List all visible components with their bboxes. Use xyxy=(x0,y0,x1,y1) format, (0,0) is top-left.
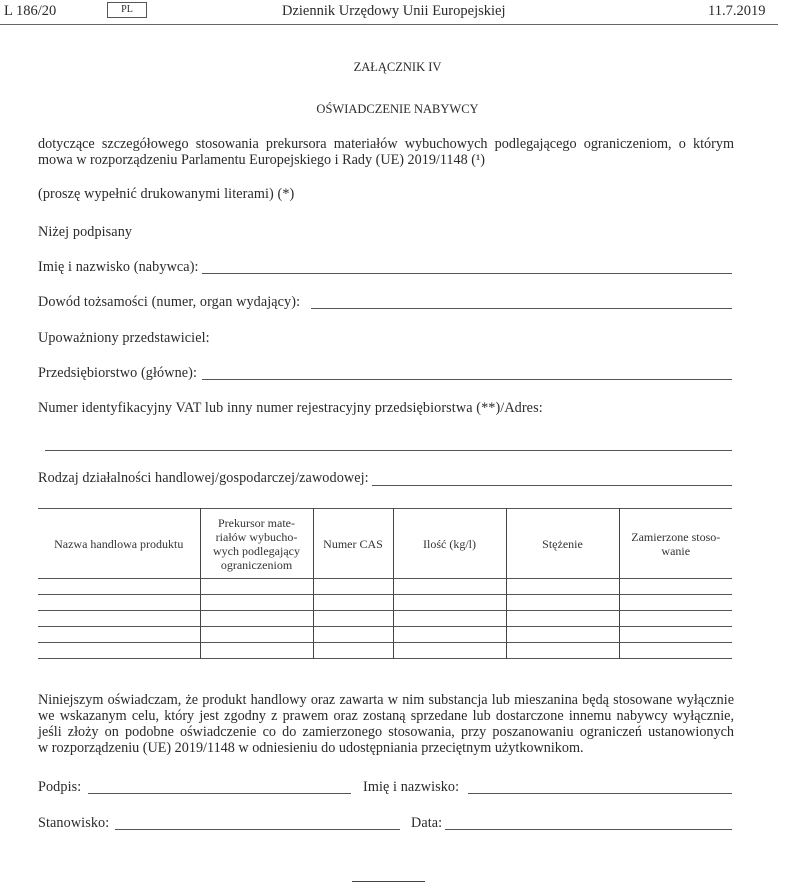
instruction-text: (proszę wypełnić drukowanymi literami) (*) xyxy=(38,186,295,202)
annex-title: ZAŁĄCZNIK IV xyxy=(353,60,442,74)
company-input-line[interactable] xyxy=(202,379,732,380)
table-cell[interactable] xyxy=(619,627,732,643)
declaration-line: w rozporządzeniu (UE) 2019/1148 w odniesieniu do udostępniania przeciętnym użytkownikom. xyxy=(38,740,584,756)
table-cell[interactable] xyxy=(393,595,506,611)
intro-line: mowa w rozporządzeniu Parlamentu Europejskiego i Rady (UE) 2019/1148 (¹) xyxy=(38,152,485,168)
column-header-precursor: Prekursor mate- riałów wybucho- wych podlegający ograniczeniom xyxy=(200,509,313,579)
representative-label: Upoważniony przedstawiciel: xyxy=(38,330,210,346)
table-cell[interactable] xyxy=(38,611,200,627)
column-header-intended-use: Zamierzone stoso- wanie xyxy=(619,509,732,579)
date-label: Data: xyxy=(411,815,443,831)
table-row xyxy=(38,627,732,643)
table-cell[interactable] xyxy=(619,643,732,659)
table-cell[interactable] xyxy=(393,579,506,595)
signer-name-input-line[interactable] xyxy=(468,793,732,794)
activity-input-line[interactable] xyxy=(372,485,732,486)
id-document-input-line[interactable] xyxy=(311,308,732,309)
table-cell[interactable] xyxy=(393,627,506,643)
vat-address-label: Numer identyfikacyjny VAT lub inny numer rejestracyjny przedsiębiorstwa (**)/Adres: xyxy=(38,400,543,416)
table-cell[interactable] xyxy=(506,627,619,643)
table-cell[interactable] xyxy=(200,611,313,627)
table-cell[interactable] xyxy=(200,643,313,659)
name-label: Imię i nazwisko (nabywca): xyxy=(38,259,199,275)
signature-label: Podpis: xyxy=(38,779,82,795)
table-cell[interactable] xyxy=(313,627,393,643)
position-label: Stanowisko: xyxy=(38,815,110,831)
table-cell[interactable] xyxy=(619,595,732,611)
table-cell[interactable] xyxy=(313,595,393,611)
footnote-separator xyxy=(352,881,425,882)
column-header-cas-number: Numer CAS xyxy=(313,509,393,579)
table-cell[interactable] xyxy=(200,627,313,643)
name-input-line[interactable] xyxy=(202,273,732,274)
table-cell[interactable] xyxy=(38,643,200,659)
table-header-row xyxy=(38,509,732,579)
company-label: Przedsiębiorstwo (główne): xyxy=(38,365,198,381)
position-input-line[interactable] xyxy=(115,829,400,830)
table-cell[interactable] xyxy=(393,611,506,627)
products-table xyxy=(38,508,732,659)
table-cell[interactable] xyxy=(619,579,732,595)
language-badge: PL xyxy=(107,2,147,18)
table-cell[interactable] xyxy=(313,611,393,627)
declaration-line: Niniejszym oświadczam, że produkt handlowy oraz zawarta w nim substancja lub mieszanina będą stosowane wyłącznie xyxy=(38,692,734,708)
signer-name-label: Imię i nazwisko: xyxy=(363,779,460,795)
header-divider xyxy=(0,24,778,25)
table-row xyxy=(38,611,732,627)
table-cell[interactable] xyxy=(200,595,313,611)
declaration-line: jeśli złoży on podobne oświadczenie co do zamierzonego stosowania, przy poszanowaniu ograniczeń ustanowionych xyxy=(38,724,734,740)
intro-paragraph xyxy=(38,136,734,168)
signature-input-line[interactable] xyxy=(88,793,351,794)
column-header-quantity: Ilość (kg/l) xyxy=(393,509,506,579)
table-cell[interactable] xyxy=(313,579,393,595)
table-row xyxy=(38,643,732,659)
table-cell[interactable] xyxy=(38,579,200,595)
table-cell[interactable] xyxy=(38,627,200,643)
table-cell[interactable] xyxy=(393,643,506,659)
table-cell[interactable] xyxy=(200,579,313,595)
table-cell[interactable] xyxy=(313,643,393,659)
activity-label: Rodzaj działalności handlowej/gospodarczej/zawodowej: xyxy=(38,470,369,486)
table-cell[interactable] xyxy=(506,643,619,659)
column-header-concentration: Stężenie xyxy=(506,509,619,579)
table-row xyxy=(38,579,732,595)
column-header-product-name: Nazwa handlowa produktu xyxy=(38,509,200,579)
table-cell[interactable] xyxy=(506,579,619,595)
page-reference: L 186/20 xyxy=(4,3,57,19)
declaration-line: we wskazanym celu, który jest zgodny z prawem oraz zostaną sprzedane lub dostarczone innemu nabywcy wyłącznie, xyxy=(38,708,734,724)
table-cell[interactable] xyxy=(619,611,732,627)
journal-title: Dziennik Urzędowy Unii Europejskiej xyxy=(282,3,506,19)
vat-address-input-line[interactable] xyxy=(45,450,732,451)
table-cell[interactable] xyxy=(506,595,619,611)
declaration-paragraph xyxy=(38,692,734,756)
date-input-line[interactable] xyxy=(445,829,732,830)
id-document-label: Dowód tożsamości (numer, organ wydający): xyxy=(38,294,301,310)
table-cell[interactable] xyxy=(506,611,619,627)
table-cell[interactable] xyxy=(38,595,200,611)
table-row xyxy=(38,595,732,611)
undersigned-label: Niżej podpisany xyxy=(38,224,133,240)
publication-date: 11.7.2019 xyxy=(708,3,766,19)
form-title: OŚWIADCZENIE NABYWCY xyxy=(316,102,479,116)
intro-line: dotyczące szczegółowego stosowania prekursora materiałów wybuchowych podlegającego ograniczeniom, o którym xyxy=(38,136,734,152)
